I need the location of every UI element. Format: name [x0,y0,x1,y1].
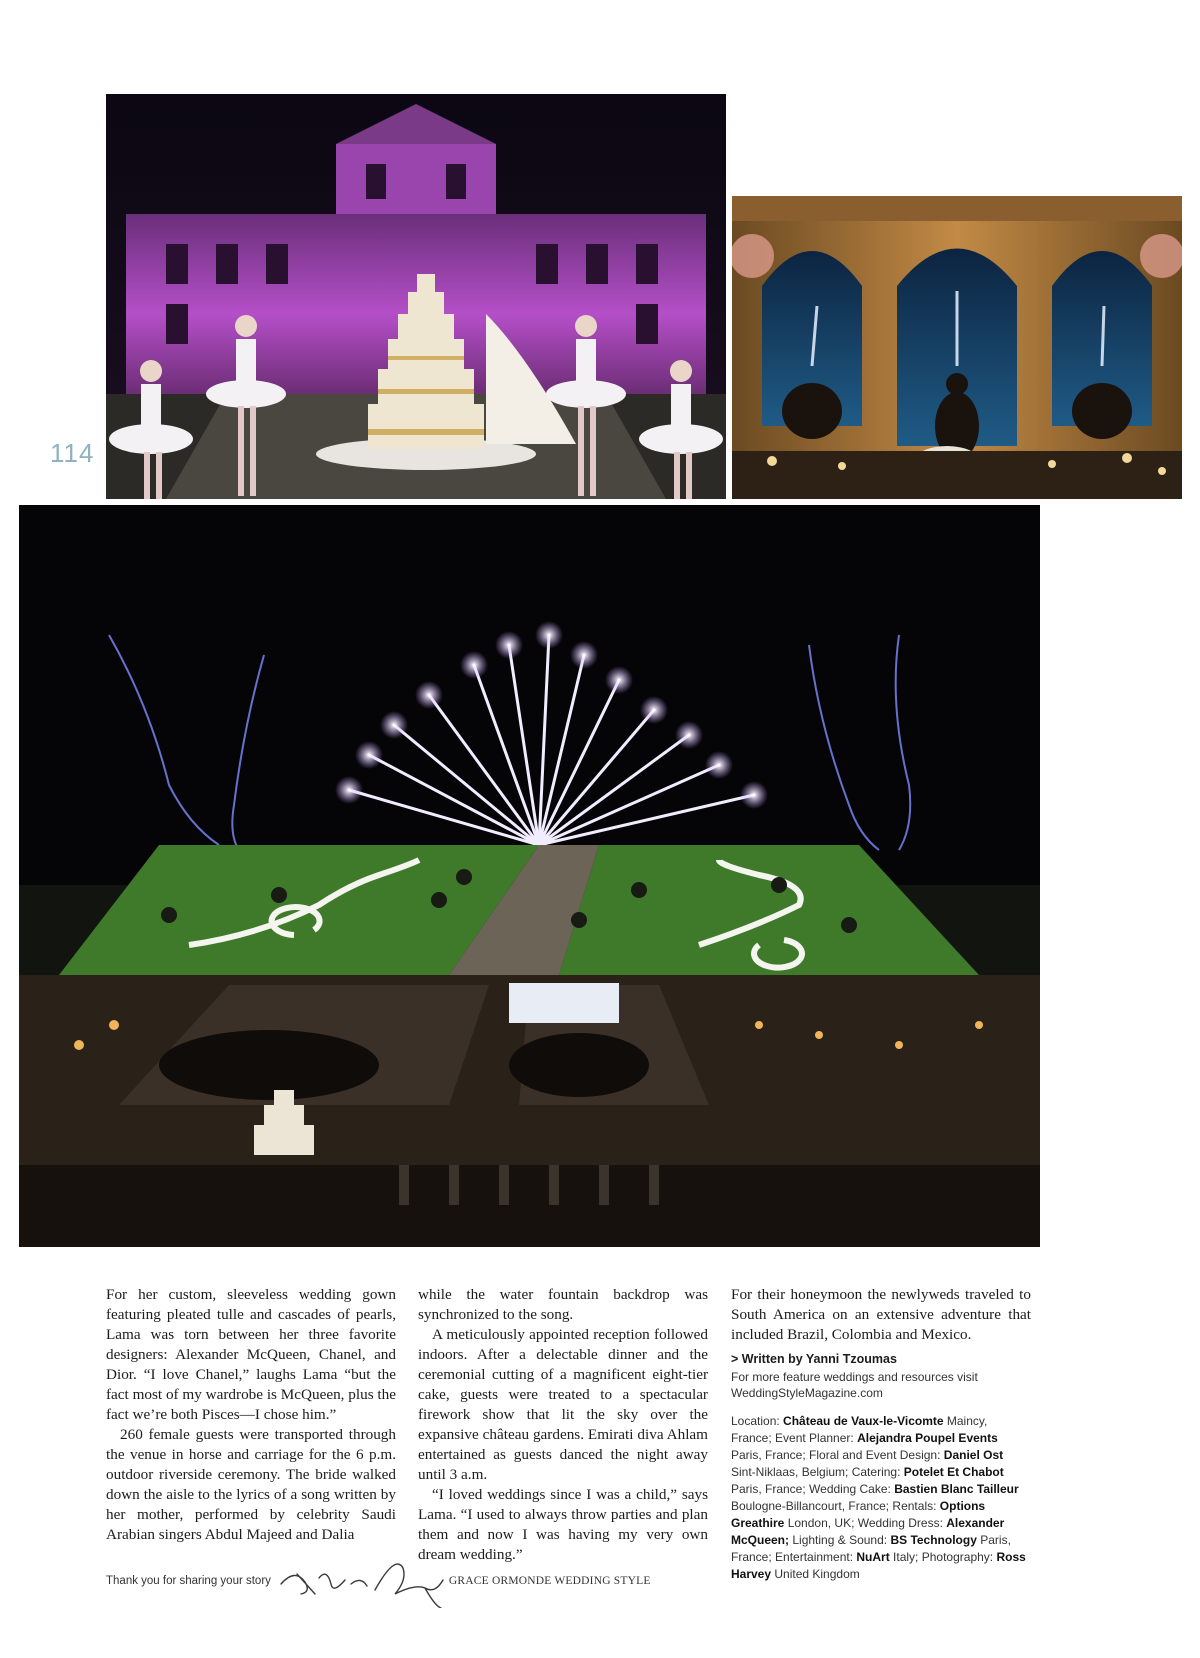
article-column-3 [731,1285,1031,1583]
credit-vendor: Alejandra Poupel Events [857,1431,998,1445]
credit-place: Paris, France; [731,1533,1011,1564]
credit-label: Wedding Cake: [809,1482,895,1496]
credit-place: Maincy, France; [731,1414,988,1445]
footer-thanks-text: Thank you for sharing your story [106,1575,271,1587]
footer-brand: GRACE ORMONDE WEDDING STYLE [448,1575,651,1587]
credit-label: Rentals: [892,1499,940,1513]
credit-place: United Kingdom [771,1567,860,1581]
credit-place: Italy; [889,1550,922,1564]
credit-vendor: Bastien Blanc Tailleur [894,1482,1019,1496]
page-number: 114 [50,438,95,468]
more-resources-note: For more feature weddings and resources visit WeddingStyleMagazine.com [731,1370,978,1400]
credit-vendor: BS Technology [890,1533,977,1547]
credit-place: London, UK; [784,1516,858,1530]
chateau-cake-ballerinas-photo [106,94,726,499]
credit-label: Location: [731,1414,784,1428]
credit-place: Sint-Niklaas, Belgium; [731,1465,852,1479]
credit-label: Event Planner: [775,1431,858,1445]
article-column-1 [106,1285,396,1545]
credit-label: Wedding Dress: [857,1516,947,1530]
article-paragraph: For her custom, sleeveless wedding gown featuring pleated tulle and cascades of pearls, Lama was torn between her three favorite designers: Alexander McQueen, Chanel, and Dior. “I love Chanel,” laughs Lama “but the fact most of my wardrobe is McQueen, plus the fact we’re both Pisces—I chose him.” [106,1286,396,1423]
credit-label: Entertainment: [775,1550,857,1564]
page-footer [106,1554,651,1608]
credit-place: Paris, France; [731,1448,810,1462]
credit-label: Lighting & Sound: [792,1533,891,1547]
credit-place: Boulogne-Billancourt, France; [731,1499,893,1513]
credit-vendor: Daniel Ost [943,1448,1004,1462]
credit-vendor: Options Greathire [731,1499,986,1530]
article-paragraph: while the water fountain backdrop was synchronized to the song. [418,1286,708,1323]
credit-vendor: NuArt [856,1550,890,1564]
garden-fireworks-reception-photo [19,505,1040,1247]
doorway-fireworks-guests-photo [732,196,1182,499]
credit-vendor: Alexander McQueen; [731,1516,1005,1547]
article-paragraph: A meticulously appointed reception followed indoors. After a delectable dinner and the ceremonial cutting of a magnificent eight-tier cake, guests were treated to a spectacular firework show that lit the sky over the expansive château gardens. Emirati diva Ahlam entertained as guests danced the night away until 3 a.m. [418,1326,708,1483]
author-byline: > Written by Yanni Tzoumas [731,1352,897,1366]
credit-label: Photography: [921,1550,997,1564]
credit-vendor: Château de Vaux-le-Vicomte [783,1414,944,1428]
article-column-2 [418,1285,708,1565]
credit-vendor: Potelet Et Chabot [903,1465,1004,1479]
credit-label: Floral and Event Design: [809,1448,944,1462]
article-paragraph: For their honeymoon the newlyweds traveled to South America on an extensive adventure that included Brazil, Colombia and Mexico. [731,1286,1031,1343]
credit-label: Catering: [851,1465,904,1479]
credit-place: Paris, France; [731,1482,810,1496]
article-paragraph: “I loved weddings since I was a child,” says Lama. “I used to always throw parties and plan them and now I was having my very own dream wedding.” [418,1486,708,1563]
article-paragraph: 260 female guests were transported through the venue in horse and carriage for the 6 p.m. outdoor riverside ceremony. The bride walked down the aisle to the lyrics of a song written by her mother, performed by celebrity Saudi Arabian singers Abdul Majeed and Dalia [106,1426,396,1543]
credit-vendor: Ross Harvey [731,1550,1026,1581]
vendor-credits [731,1413,1031,1583]
signature-icon [275,1554,445,1608]
